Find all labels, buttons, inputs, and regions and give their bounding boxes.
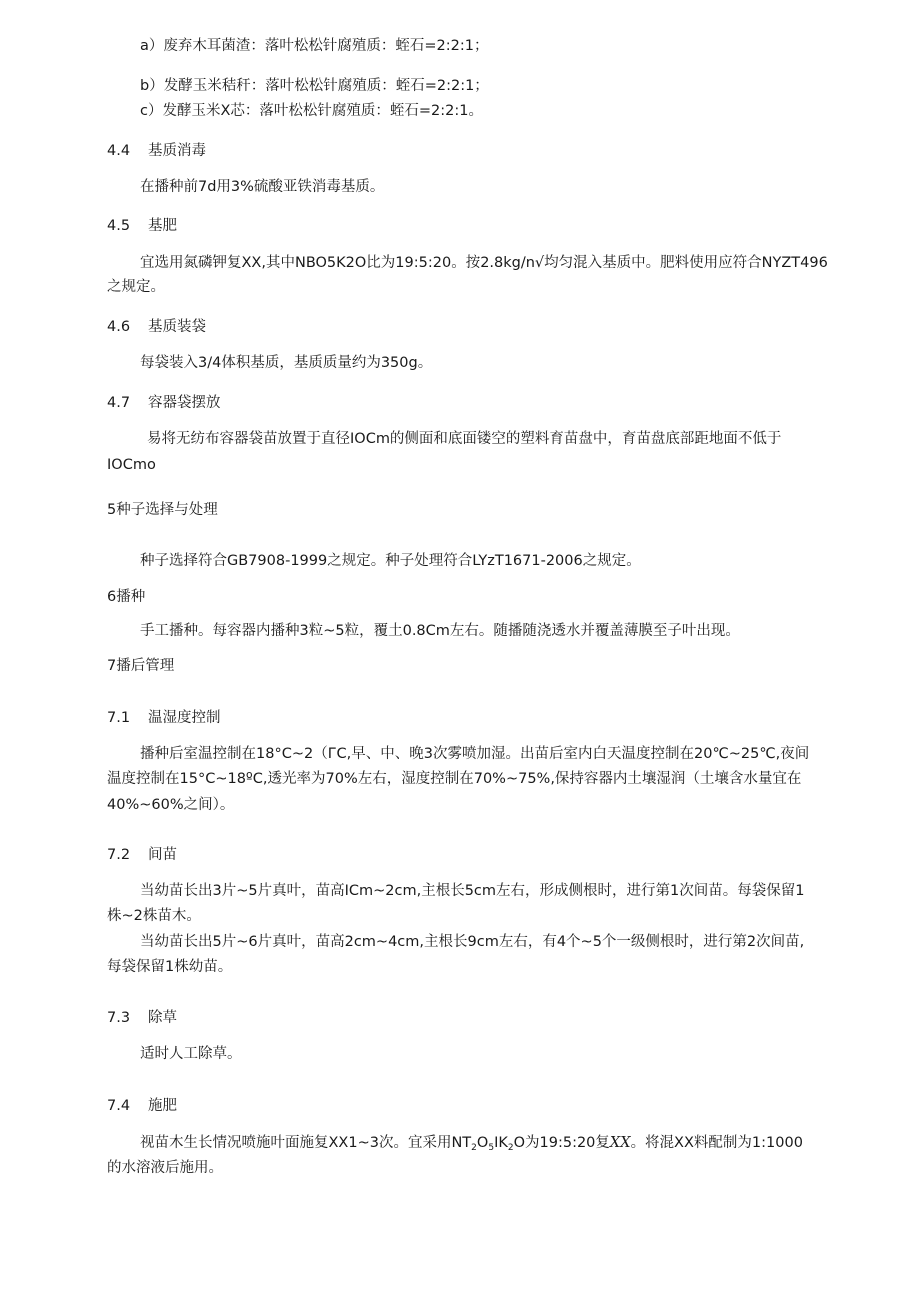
list-item-b: b）发酵玉米秸秆：落叶松松针腐殖质：蛭石=2:2:1；	[140, 78, 489, 94]
section-4-6-title: 基质装袋	[148, 319, 206, 335]
list-item-c: c）发酵玉米X芯：落叶松松针腐殖质：蛭石=2:2:1。	[140, 103, 483, 119]
section-4-7-text-line2: IOCmo	[107, 457, 156, 473]
section-7-4-text-line2: 的水溶液后施用。	[107, 1160, 223, 1176]
section-4-4-number: 4.4	[107, 143, 131, 159]
section-7-2-text-line3: 当幼苗长出5片~6片真叶，苗高2cm~4cm,主根长9cm左右，有4个~5个一级侧根时，进行第2次间苗,	[140, 934, 805, 950]
section-5-text: 种子选择符合GB7908-1999之规定。种子处理符合LYzT1671-2006之规定。	[140, 553, 641, 569]
section-7-4-number: 7.4	[107, 1098, 131, 1114]
italic-text: XX	[609, 1135, 631, 1151]
subscript: 2	[507, 1143, 514, 1153]
section-6-heading: 6播种	[107, 589, 146, 605]
list-item-a: a）废弃木耳菌渣：落叶松松针腐殖质：蛭石=2:2:1；	[140, 38, 489, 54]
section-7-1-title: 温湿度控制	[148, 710, 221, 726]
section-4-7-number: 4.7	[107, 395, 131, 411]
section-7-3-text: 适时人工除草。	[140, 1046, 242, 1062]
section-7-3-title: 除草	[148, 1010, 177, 1026]
section-4-6-number: 4.6	[107, 319, 131, 335]
section-4-5-title: 基肥	[148, 218, 177, 234]
section-7-2-text-line4: 每袋保留1株幼苗。	[107, 959, 233, 975]
text-run: 视苗木生长情况喷施叶面施复XX1~3次。宜采用NT	[140, 1135, 472, 1151]
text-run: O	[476, 1135, 489, 1151]
section-7-1-text-line3: 40%~60%之间）。	[107, 797, 235, 813]
section-6-text: 手工播种。每容器内播种3粒~5粒，覆土0.8Cm左右。随播随浇透水并覆盖薄膜至子叶出现。	[140, 623, 740, 639]
section-4-7-title: 容器袋摆放	[148, 395, 221, 411]
subscript: 2	[471, 1143, 477, 1153]
section-7-2-title: 间苗	[148, 847, 177, 863]
section-7-4-text-line1	[140, 1133, 803, 1158]
section-7-heading: 7播后管理	[107, 658, 175, 674]
section-4-5-text-line2: 之规定。	[107, 279, 165, 295]
text-run: IK	[494, 1135, 508, 1151]
section-7-2-number: 7.2	[107, 847, 131, 863]
section-4-7-text-line1: 易将无纺布容器袋苗放置于直径IOCm的侧面和底面镂空的塑料育苗盘中，育苗盘底部距地面不低于	[147, 431, 782, 447]
subscript: 5	[488, 1143, 495, 1153]
section-5-heading: 5种子选择与处理	[107, 502, 218, 518]
section-7-2-text-line2: 株~2株苗木。	[107, 908, 201, 924]
section-4-5-text-line1: 宜选用氮磷钾复XX,其中NBO5K2O比为19:5:20。按2.8kg∕n√均匀混入基质中。肥料使用应符合NYZT496	[140, 255, 828, 271]
section-7-1-number: 7.1	[107, 710, 131, 726]
section-4-5-number: 4.5	[107, 218, 131, 234]
section-7-3-number: 7.3	[107, 1010, 131, 1026]
section-7-1-text-line2: 温度控制在15°C~18ºC,透光率为70%左右，湿度控制在70%~75%,保持容器内土壤湿润（土壤含水量宜在	[107, 771, 802, 787]
section-4-6-text: 每袋装入3/4体积基质，基质质量约为350g。	[140, 355, 433, 371]
text-run: 。将混XX料配制为1:1000	[630, 1135, 803, 1151]
section-7-4-title: 施肥	[148, 1098, 177, 1114]
section-4-4-text: 在播种前7d用3%硫酸亚铁消毒基质。	[140, 179, 385, 195]
section-7-2-text-line1: 当幼苗长出3片~5片真叶，苗高ICm~2cm,主根长5cm左右，形成侧根时，进行第1次间苗。每袋保留1	[140, 883, 805, 899]
section-4-4-title: 基质消毒	[148, 143, 206, 159]
text-run: O为19:5:20复	[513, 1135, 610, 1151]
section-7-1-text-line1: 播种后室温控制在18°C~2（ГC,早、中、晚3次雾喷加湿。出苗后室内白天温度控制在20℃~25℃,夜间	[140, 746, 810, 762]
